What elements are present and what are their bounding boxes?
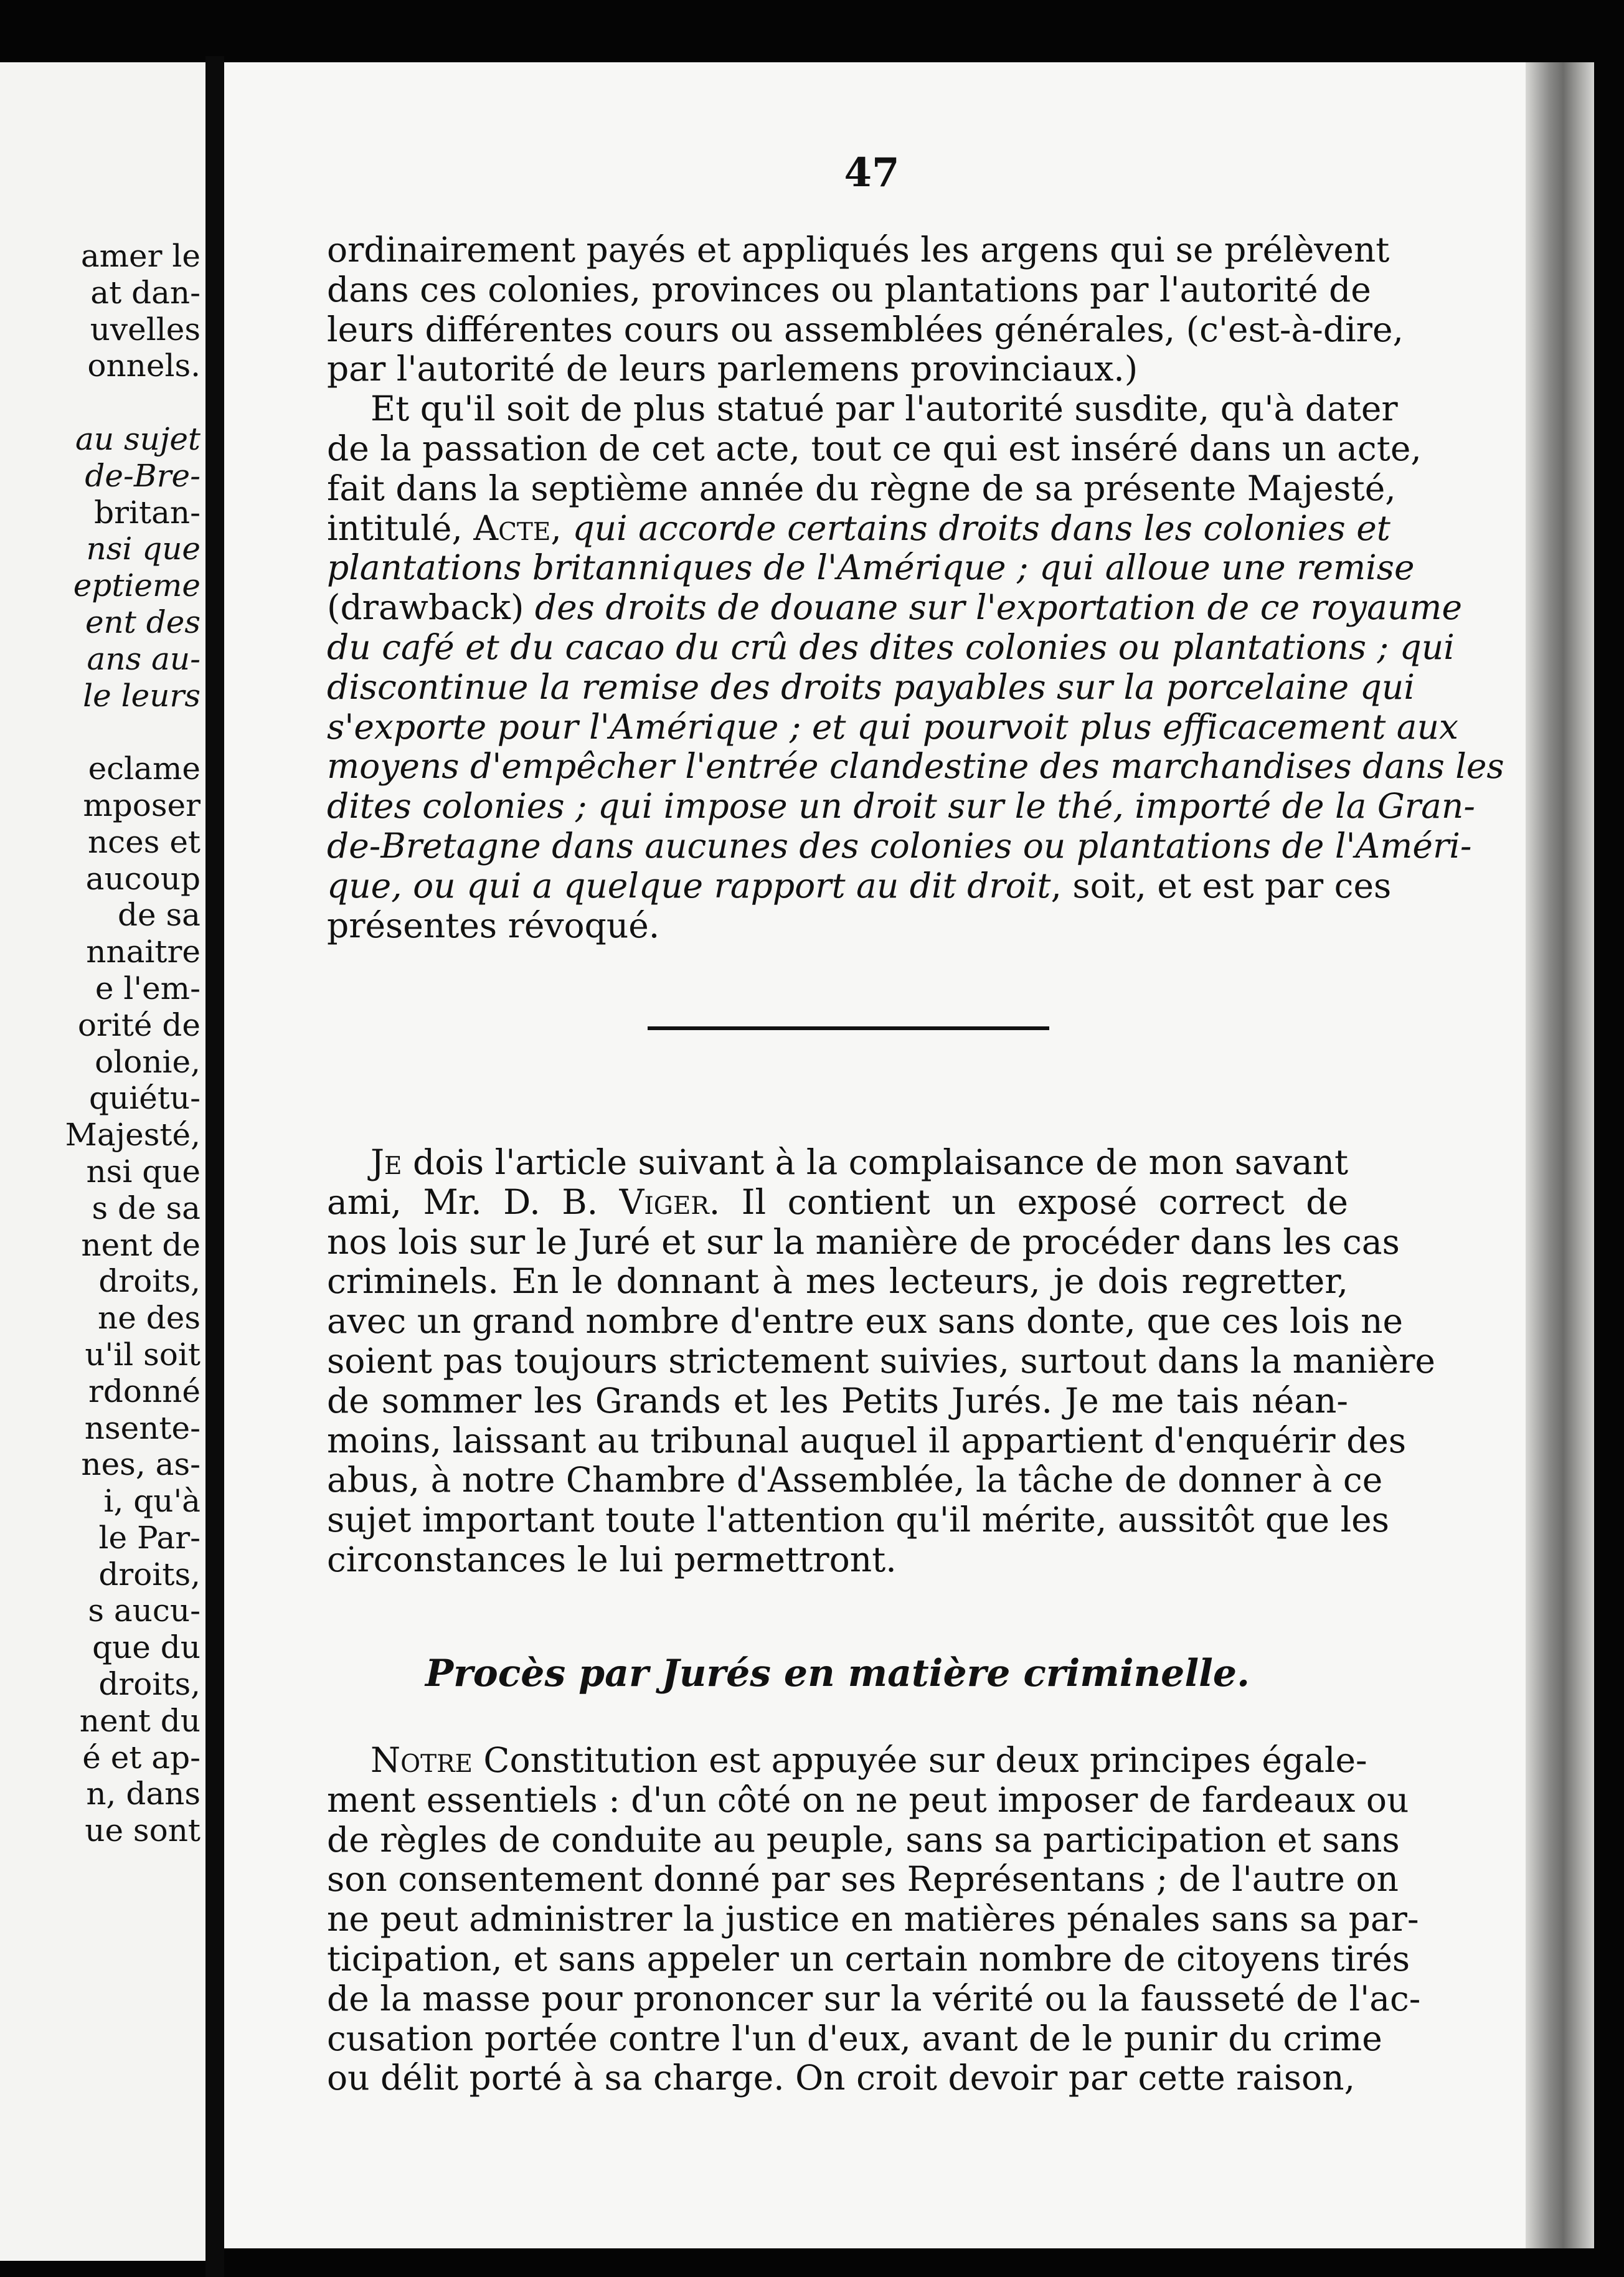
statute-paragraph xyxy=(327,230,1504,945)
text-line xyxy=(327,1143,1348,1183)
previous-page-line: Majesté, xyxy=(65,1117,201,1153)
text-run: ou délit porté à sa charge. On croit devoir par cette raison, xyxy=(327,2058,1356,2098)
text-line xyxy=(327,1938,1410,1979)
text-run: Constitution est appuyée sur deux principes égale- xyxy=(472,1740,1367,1780)
text-run: , xyxy=(550,508,573,548)
text-line xyxy=(327,1978,1421,2019)
small-caps-word: Acte xyxy=(473,508,551,548)
previous-page-line: ue sont xyxy=(85,1812,201,1849)
previous-page-line: s aucu- xyxy=(88,1593,201,1629)
italic-text: de-Bretagne dans aucunes des colonies ou plantations de l'Améri- xyxy=(327,825,1472,866)
previous-page-line: que du xyxy=(92,1629,201,1666)
text-line xyxy=(327,1221,1400,1262)
text-line xyxy=(327,349,1348,389)
previous-page-line: nnaitre xyxy=(86,934,201,970)
previous-page-line: e l'em- xyxy=(95,970,201,1006)
text-line xyxy=(327,1859,1399,1900)
text-line xyxy=(327,1301,1404,1342)
text-line xyxy=(327,706,1459,747)
text-run: de la passation de cet acte, tout ce qui est inséré dans un acte, xyxy=(327,428,1422,468)
text-run: de sommer les Grands et les Petits Jurés. Je me tais néan- xyxy=(327,1380,1348,1421)
constitution-paragraph xyxy=(327,1740,1421,2098)
italic-text: moyens d'empêcher l'entrée clandestine des marchandises dans les xyxy=(327,746,1504,787)
previous-page-line: uvelles xyxy=(90,311,201,348)
text-line xyxy=(327,1381,1348,1421)
previous-page-line: é et ap- xyxy=(82,1739,201,1776)
small-caps-word: Notre xyxy=(371,1740,473,1780)
page-number: 47 xyxy=(844,149,900,196)
text-run: (drawback) xyxy=(327,587,535,628)
text-line xyxy=(327,825,1472,866)
book-page xyxy=(224,62,1594,2248)
previous-page-line: droits, xyxy=(98,1263,201,1300)
previous-page-text xyxy=(65,238,201,1849)
italic-text: discontinue la remise des droits payables sur la porcelaine qui xyxy=(327,666,1415,707)
text-line xyxy=(327,1460,1383,1500)
text-run: dois l'article suivant à la complaisance de mon savant xyxy=(402,1142,1349,1182)
previous-page-line: ne des xyxy=(98,1300,201,1337)
previous-page-line: olonie, xyxy=(95,1043,201,1080)
previous-page-line: le Par- xyxy=(98,1519,201,1556)
text-run: ami, Mr. D. B. xyxy=(327,1181,620,1222)
previous-page-line: nsi que xyxy=(86,531,201,567)
previous-page-line: mposer xyxy=(83,787,201,823)
text-run: nos lois sur le Juré et sur la manière de procéder dans les cas xyxy=(327,1221,1400,1262)
previous-page-line: rdonné xyxy=(88,1373,201,1409)
previous-page-line: de sa xyxy=(118,897,201,934)
italic-text: qui accorde certains droits dans les colonies et xyxy=(572,508,1390,548)
text-line xyxy=(327,547,1415,588)
italic-text: s'exporte pour l'Amérique ; et qui pourvoit plus efficacement aux xyxy=(327,706,1459,747)
previous-page-line: nsente- xyxy=(84,1409,201,1446)
small-caps-word: Je xyxy=(371,1142,402,1182)
editor-note-paragraph xyxy=(327,1142,1435,1580)
text-line xyxy=(327,508,1390,549)
text-line xyxy=(327,1340,1435,1381)
text-run: sujet important toute l'attention qu'il mérite, aussitôt que les xyxy=(327,1500,1389,1540)
text-run: présentes révoqué. xyxy=(327,905,660,945)
italic-text: que, ou qui a quelque rapport au dit droit xyxy=(327,865,1051,906)
previous-page-line: droits, xyxy=(98,1666,201,1703)
text-run: de règles de conduite au peuple, sans sa participation et sans xyxy=(327,1819,1400,1860)
text-line xyxy=(327,786,1475,826)
text-line xyxy=(327,1819,1400,1860)
previous-page-line: de-Bre- xyxy=(85,457,201,494)
text-run: moins, laissant au tribunal auquel il appartient d'enquérir des xyxy=(327,1420,1407,1460)
section-divider-rule xyxy=(648,1026,1049,1030)
previous-page-line: nsi que xyxy=(86,1153,201,1190)
text-line xyxy=(327,1540,1348,1580)
previous-page-line: u'il soit xyxy=(85,1336,201,1373)
previous-page-line: s de sa xyxy=(92,1190,201,1226)
text-run: leurs différentes cours ou assemblées générales, (c'est-à-dire, xyxy=(327,309,1404,349)
previous-page-line: nent du xyxy=(79,1702,201,1739)
page-edge xyxy=(1526,62,1594,2248)
text-run: , soit, et est par ces xyxy=(1050,865,1392,906)
previous-page-line: ans au- xyxy=(87,640,201,677)
previous-page-fragment xyxy=(0,62,205,2261)
previous-page-line xyxy=(65,384,201,421)
text-line xyxy=(327,1740,1367,1781)
previous-page-line: nes, as- xyxy=(81,1446,201,1483)
text-run: soient pas toujours strictement suivies, surtout dans la manière xyxy=(327,1340,1435,1381)
text-run: de la masse pour prononcer sur la vérité ou la fausseté de l'ac- xyxy=(327,1978,1421,2019)
text-run: Et qu'il soit de plus statué par l'autorité susdite, qu'à dater xyxy=(371,389,1398,429)
text-line xyxy=(327,468,1396,509)
text-run: ordinairement payés et appliqués les argens qui se prélèvent xyxy=(327,230,1390,270)
text-line xyxy=(327,666,1415,708)
text-run: par l'autorité de leurs parlemens provinciaux.) xyxy=(327,349,1138,389)
text-run: dans ces colonies, provinces ou plantations par l'autorité de xyxy=(327,269,1371,310)
text-run: abus, à notre Chambre d'Assemblée, la tâche de donner à ce xyxy=(327,1460,1383,1500)
previous-page-line: i, qu'à xyxy=(103,1483,201,1520)
text-line xyxy=(327,1420,1407,1461)
italic-text: des droits de douane sur l'exportation de ce royaume xyxy=(534,587,1462,628)
previous-page-line: le leurs xyxy=(83,677,201,714)
text-line xyxy=(327,230,1390,270)
text-run: ne peut administrer la justice en matières pénales sans sa par- xyxy=(327,1899,1419,1939)
previous-page-line: at dan- xyxy=(90,274,201,311)
previous-page-line: ent des xyxy=(85,604,201,640)
text-run: fait dans la septième année du règne de sa présente Majesté, xyxy=(327,468,1396,508)
previous-page-line xyxy=(65,714,201,750)
text-line xyxy=(327,428,1422,469)
text-run: circonstances le lui permettront. xyxy=(327,1539,897,1579)
italic-text: plantations britanniques de l'Amérique ; qui alloue une remise xyxy=(327,547,1415,588)
text-line xyxy=(327,1779,1409,1820)
text-line xyxy=(327,2018,1382,2059)
previous-page-line: n, dans xyxy=(86,1776,201,1812)
text-run: son consentement donné par ses Représentans ; de l'autre on xyxy=(327,1859,1399,1900)
text-line xyxy=(327,865,1392,906)
text-run: ticipation, et sans appeler un certain nombre de citoyens tirés xyxy=(327,1938,1410,1979)
previous-page-line: onnels. xyxy=(87,348,201,384)
previous-page-line: orité de xyxy=(77,1006,201,1043)
text-line xyxy=(327,269,1371,310)
text-line xyxy=(327,1262,1348,1302)
text-run: . Il contient un exposé correct de xyxy=(709,1181,1348,1222)
text-line xyxy=(327,309,1404,350)
section-title: Procès par Jurés en matière criminelle. xyxy=(425,1652,1250,1695)
text-line xyxy=(327,587,1462,628)
text-line xyxy=(327,627,1455,668)
italic-text: du café et du cacao du crû des dites colonies ou plantations ; qui xyxy=(327,627,1455,667)
previous-page-line: nent de xyxy=(81,1226,201,1263)
text-run: intitulé, xyxy=(327,508,474,548)
previous-page-line: eclame xyxy=(88,750,201,787)
small-caps-word: Viger xyxy=(619,1181,709,1222)
text-run: cusation portée contre l'un d'eux, avant de le punir du crime xyxy=(327,2018,1382,2058)
text-run: ment essentiels : d'un côté on ne peut imposer de fardeaux ou xyxy=(327,1779,1409,1820)
text-line xyxy=(327,389,1398,429)
previous-page-line: britan- xyxy=(94,494,201,531)
text-line xyxy=(327,2058,1356,2098)
previous-page-line: au sujet xyxy=(75,420,201,457)
text-run: criminels. En le donnant à mes lecteurs, je dois regretter, xyxy=(327,1261,1348,1302)
text-line xyxy=(327,906,1348,946)
text-line xyxy=(327,1899,1419,1939)
previous-page-line: amer le xyxy=(80,238,201,274)
previous-page-line: droits, xyxy=(98,1556,201,1593)
italic-text: dites colonies ; qui impose un droit sur le thé, importé de la Gran- xyxy=(327,786,1475,826)
previous-page-line: aucoup xyxy=(85,860,201,897)
previous-page-line: quiétu- xyxy=(89,1080,201,1117)
previous-page-line: nces et xyxy=(87,823,201,860)
text-line xyxy=(327,1183,1348,1223)
text-line xyxy=(327,746,1504,787)
book-gutter xyxy=(205,56,224,2277)
previous-page-line: eptieme xyxy=(73,567,201,604)
text-line xyxy=(327,1500,1389,1540)
text-run: avec un grand nombre d'entre eux sans donte, que ces lois ne xyxy=(327,1301,1404,1342)
